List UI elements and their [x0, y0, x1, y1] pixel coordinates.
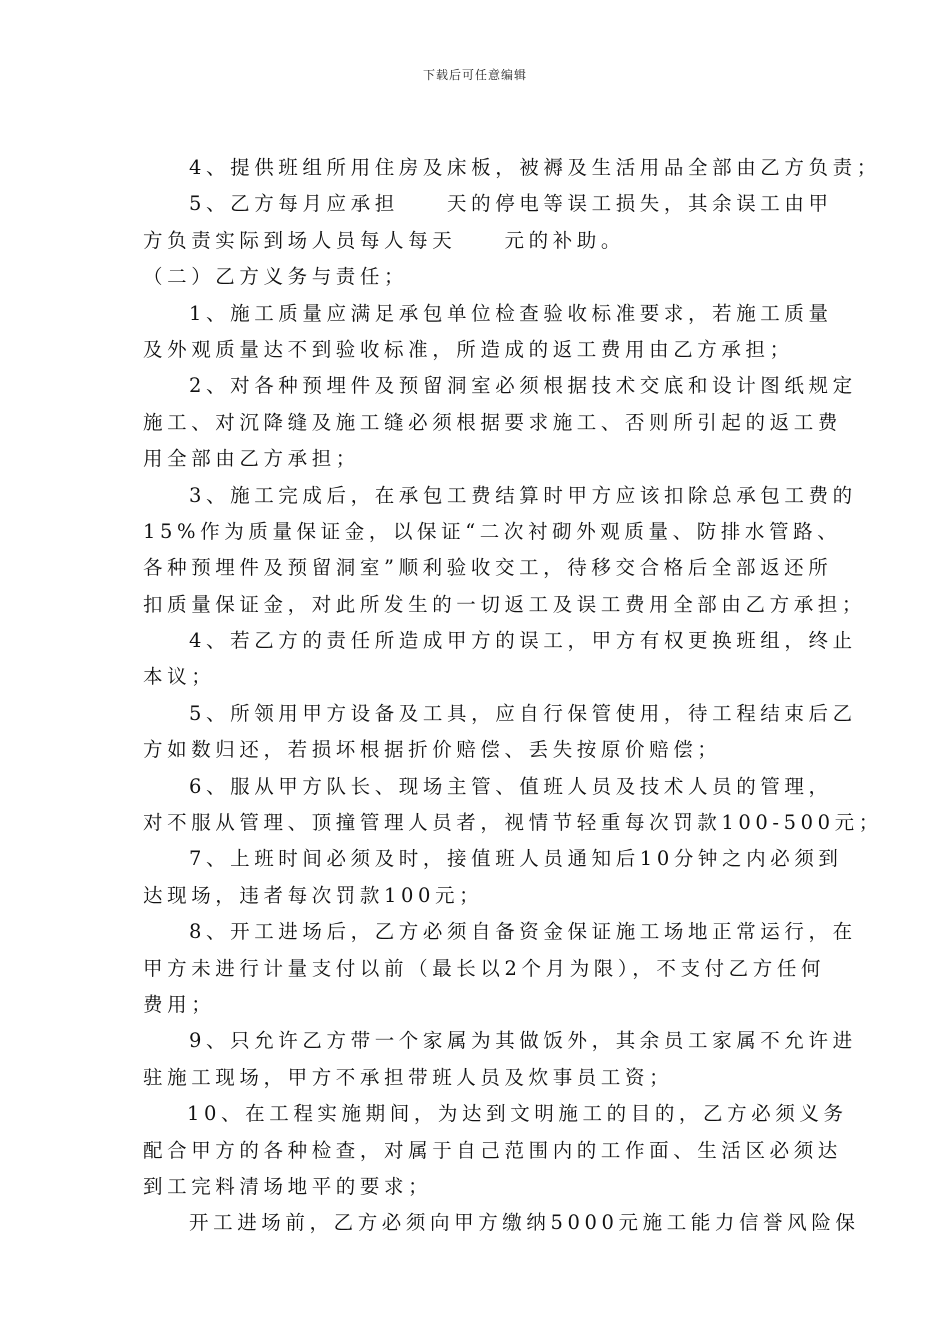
clause-line: 用全部由乙方承担；: [143, 447, 360, 471]
clause-line: 9、只允许乙方带一个家属为其做饭外，其余员工家属不允许进: [189, 1029, 857, 1053]
clause-line: 1、施工质量应满足承包单位检查验收标准要求，若施工质量: [189, 301, 833, 325]
clause-line: 扣质量保证金，对此所发生的一切返工及误工费用全部由乙方承担；: [143, 592, 867, 616]
clause-line: 开工进场前，乙方必须向甲方缴纳5000元施工能力信誉风险保: [189, 1211, 860, 1235]
clause-line: 达现场，违者每次罚款100元；: [143, 883, 484, 907]
clause-line: 2、对各种预埋件及预留洞室必须根据技术交底和设计图纸规定: [189, 374, 857, 398]
clause-line: 5、乙方每月应承担 天的停电等误工损失，其余误工由甲: [189, 192, 833, 216]
clause-line: 8、开工进场后，乙方必须自备资金保证施工场地正常运行，在: [189, 920, 857, 944]
clause-line: 及外观质量达不到验收标准，所造成的返工费用由乙方承担；: [143, 337, 794, 361]
clause-line: 5、所领用甲方设备及工具，应自行保管使用，待工程结束后乙: [189, 701, 857, 725]
clause-line: 到工完料清场地平的要求；: [143, 1174, 433, 1198]
clause-line: 7、上班时间必须及时，接值班人员通知后10分钟之内必须到: [189, 847, 843, 871]
clause-line: 配合甲方的各种检查，对属于自己范围内的工作面、生活区必须达: [143, 1138, 842, 1162]
clause-line: 本议；: [143, 665, 216, 689]
clause-line: 甲方未进行计量支付以前（最长以2个月为限），不支付乙方任何: [143, 956, 826, 980]
clause-line: 3、施工完成后，在承包工费结算时甲方应该扣除总承包工费的: [189, 483, 857, 507]
page-header: 下载后可任意编辑: [422, 68, 527, 82]
clause-line: 施工、对沉降缝及施工缝必须根据要求施工、否则所引起的返工费: [143, 410, 842, 434]
clause-line: 4、提供班组所用住房及床板，被褥及生活用品全部由乙方负责；: [189, 156, 881, 179]
clause-line: 费用；: [143, 992, 216, 1016]
clause-line: 10、在工程实施期间，为达到文明施工的目的，乙方必须义务: [187, 1102, 848, 1126]
clause-line: 15%作为质量保证金，以保证“二次衬砌外观质量、防排水管路、: [143, 519, 842, 543]
clause-line: 各种预埋件及预留洞室”顺利验收交工，待移交合格后全部返还所: [143, 556, 833, 580]
section-heading: （二）乙方义务与责任；: [143, 265, 409, 289]
clause-line: 方负责实际到场人员每人每天 元的补助。: [143, 228, 626, 252]
clause-line: 方如数归还，若损坏根据折价赔偿、丢失按原价赔偿；: [143, 738, 722, 762]
clause-line: 6、服从甲方队长、现场主管、值班人员及技术人员的管理，: [189, 774, 833, 798]
clause-line: 驻施工现场，甲方不承担带班人员及炊事员工资；: [143, 1065, 674, 1089]
clause-line: 4、若乙方的责任所造成甲方的误工，甲方有权更换班组，终止: [189, 629, 857, 653]
clause-line: 对不服从管理、顶撞管理人员者，视情节轻重每次罚款100-500元；: [143, 811, 883, 835]
document-body: [143, 150, 883, 1242]
